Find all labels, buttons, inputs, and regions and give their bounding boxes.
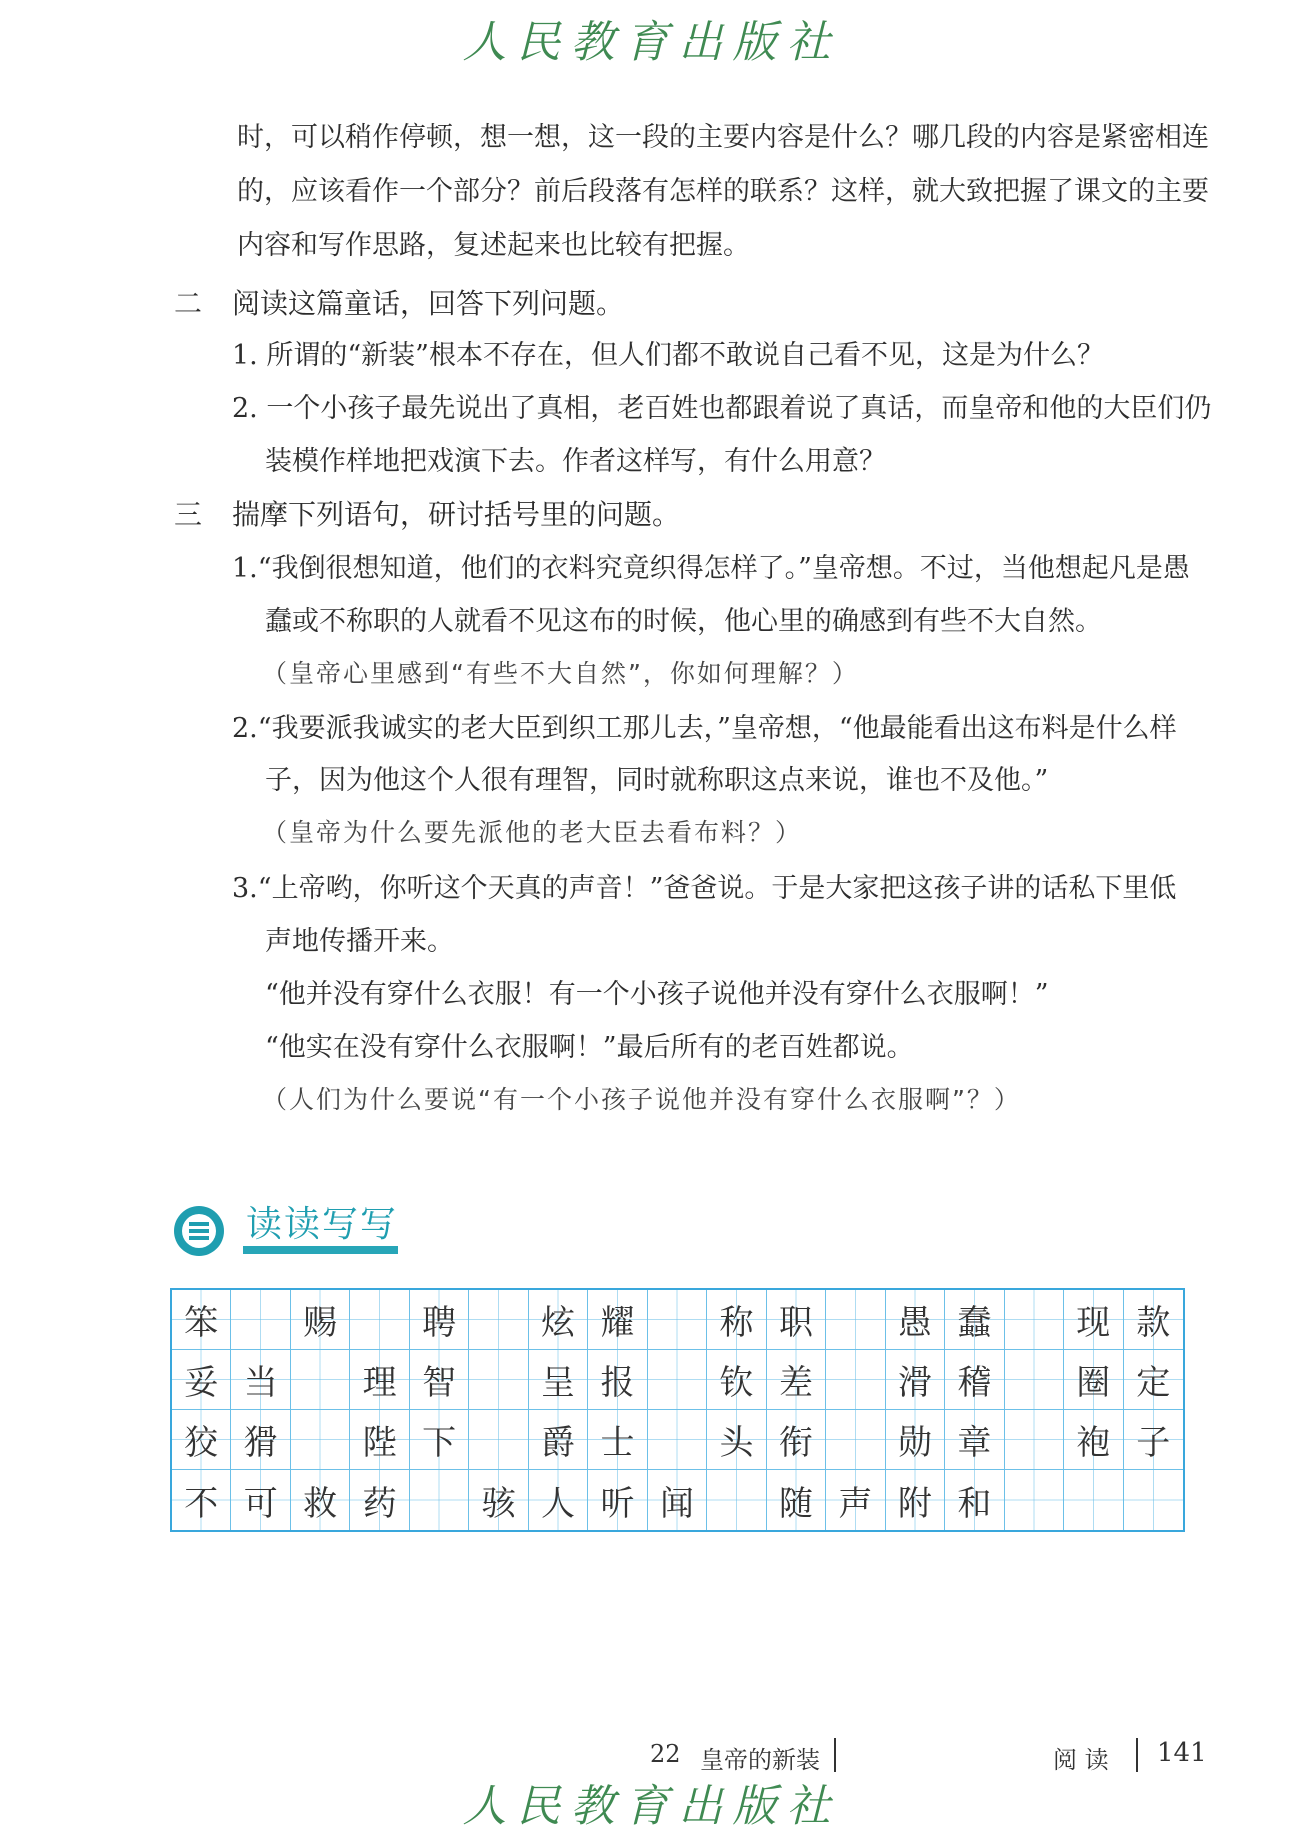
q3-item-3-line-3: “他并没有穿什么衣服！有一个小孩子说他并没有穿什么衣服啊！” [265,979,1049,1010]
q3-item-3-line-2: 声地传播开来。 [265,926,454,957]
grid-cell: 理 [350,1350,409,1410]
grid-cell: 款 [1124,1290,1183,1350]
grid-cell: 炫 [529,1290,588,1350]
grid-cell: 子 [1124,1410,1183,1470]
grid-cell: 蠢 [945,1290,1004,1350]
q3-item-2-line-1: 2.“我要派我诚实的老大臣到织工那儿去，”皇帝想，“他最能看出这布料是什么样 [232,713,1177,744]
grid-cell: 士 [588,1410,647,1470]
page-number: 141 [1157,1738,1207,1768]
grid-cell: 骇 [469,1470,528,1530]
section-title-underline [243,1246,398,1254]
grid-cell: 称 [707,1290,766,1350]
q2-item-1: 1. 所谓的“新装”根本不存在，但人们都不敢说自己看不见，这是为什么？ [232,340,1104,371]
grid-cell: 听 [588,1470,647,1530]
vocabulary-grid [170,1288,1185,1532]
grid-cell: 闻 [648,1470,707,1530]
paragraph-line-3: 内容和写作思路，复述起来也比较有把握。 [237,230,750,261]
question-three-heading [174,498,680,532]
grid-cell: 聘 [410,1290,469,1350]
grid-cell: 声 [826,1470,885,1530]
grid-cell: 头 [707,1410,766,1470]
grid-cell: 耀 [588,1290,647,1350]
lesson-title: 皇帝的新装 [700,1746,820,1774]
paragraph-line-2: 的，应该看作一个部分？前后段落有怎样的联系？这样，就大致把握了课文的主要 [237,176,1209,207]
q3-item-3-line-1: 3.“上帝哟，你听这个天真的声音！”爸爸说。于是大家把这孩子讲的话私下里低 [232,873,1177,904]
grid-cell-empty [1064,1470,1123,1530]
grid-cell: 随 [767,1470,826,1530]
grid-cell: 药 [350,1470,409,1530]
grid-cell-empty [469,1350,528,1410]
q3-item-1-hint: （皇帝心里感到“有些不大自然”，你如何理解？） [262,659,859,688]
q3-item-3-hint: （人们为什么要说“有一个小孩子说他并没有穿什么衣服啊”？） [262,1085,1021,1114]
grid-cell: 职 [767,1290,826,1350]
grid-cell: 勋 [886,1410,945,1470]
grid-cell: 智 [410,1350,469,1410]
q3-item-1-line-2: 蠢或不称职的人就看不见这布的时候，他心里的确感到有些不大自然。 [265,606,1102,637]
footer-divider-2 [1136,1738,1138,1772]
grid-cell: 现 [1064,1290,1123,1350]
grid-cell: 猾 [231,1410,290,1470]
grid-cell: 人 [529,1470,588,1530]
grid-cell-empty [648,1410,707,1470]
grid-cell-empty [826,1410,885,1470]
grid-cell-empty [826,1290,885,1350]
grid-cell: 定 [1124,1350,1183,1410]
grid-cell-empty [291,1350,350,1410]
question-two-number: 二 [174,287,203,320]
grid-cell-empty [648,1350,707,1410]
grid-cell: 衔 [767,1410,826,1470]
grid-cell: 妥 [172,1350,231,1410]
grid-cell: 差 [767,1350,826,1410]
q3-item-2-line-2: 子，因为他这个人很有理智，同时就称职这点来说，谁也不及他。” [265,765,1049,796]
grid-cell: 当 [231,1350,290,1410]
grid-cell-empty [469,1290,528,1350]
grid-cell-empty [350,1290,409,1350]
grid-cell-empty [1005,1410,1064,1470]
paragraph-line-1: 时，可以稍作停顿，想一想，这一段的主要内容是什么？哪几段的内容是紧密相连 [237,122,1209,153]
list-icon [172,1204,226,1258]
grid-cell: 附 [886,1470,945,1530]
q2-item-2-line-2: 装模作样地把戏演下去。作者这样写，有什么用意？ [265,446,886,477]
grid-cell-empty [1005,1290,1064,1350]
grid-cell-empty [1005,1470,1064,1530]
grid-cell-empty [707,1470,766,1530]
grid-cell-empty [826,1350,885,1410]
grid-cell-empty [1124,1470,1183,1530]
grid-cell: 可 [231,1470,290,1530]
grid-cell: 稽 [945,1350,1004,1410]
question-two-heading [174,287,624,321]
grid-cell: 不 [172,1470,231,1530]
grid-cell: 钦 [707,1350,766,1410]
question-three-title: 揣摩下列语句，研讨括号里的问题。 [232,498,681,531]
lesson-number: 22 [650,1740,681,1768]
grid-cell: 袍 [1064,1410,1123,1470]
footer-divider-1 [834,1738,836,1772]
grid-cell: 愚 [886,1290,945,1350]
grid-cell-empty [291,1410,350,1470]
unit-label: 阅 读 [1053,1746,1109,1774]
grid-cell: 报 [588,1350,647,1410]
grid-cell: 陛 [350,1410,409,1470]
q3-item-2-hint: （皇帝为什么要先派他的老大臣去看布料？） [262,818,803,847]
grid-cell: 章 [945,1410,1004,1470]
grid-cell: 赐 [291,1290,350,1350]
grid-cell-empty [469,1410,528,1470]
question-two-title: 阅读这篇童话，回答下列问题。 [232,287,625,320]
grid-cell-empty [648,1290,707,1350]
grid-cell: 笨 [172,1290,231,1350]
publisher-logo-bottom: 人民教育出版社 [462,1781,841,1832]
grid-cell: 狡 [172,1410,231,1470]
grid-cell: 和 [945,1470,1004,1530]
q2-item-2-line-1: 2. 一个小孩子最先说出了真相，老百姓也都跟着说了真话，而皇帝和他的大臣们仍 [232,393,1212,424]
publisher-logo-top: 人民教育出版社 [462,17,841,68]
grid-cell: 下 [410,1410,469,1470]
grid-cell: 圈 [1064,1350,1123,1410]
question-three-number: 三 [174,498,203,531]
grid-cell-empty [231,1290,290,1350]
grid-cell: 救 [291,1470,350,1530]
grid-cell: 呈 [529,1350,588,1410]
q3-item-1-line-1: 1.“我倒很想知道，他们的衣料究竟织得怎样了。”皇帝想。不过，当他想起凡是愚 [232,553,1190,584]
q3-item-3-line-4: “他实在没有穿什么衣服啊！”最后所有的老百姓都说。 [265,1032,914,1063]
grid-cell: 滑 [886,1350,945,1410]
grid-cell-empty [1005,1350,1064,1410]
grid-cell: 爵 [529,1410,588,1470]
grid-cell-empty [410,1470,469,1530]
section-title: 读读写写 [246,1204,399,1245]
